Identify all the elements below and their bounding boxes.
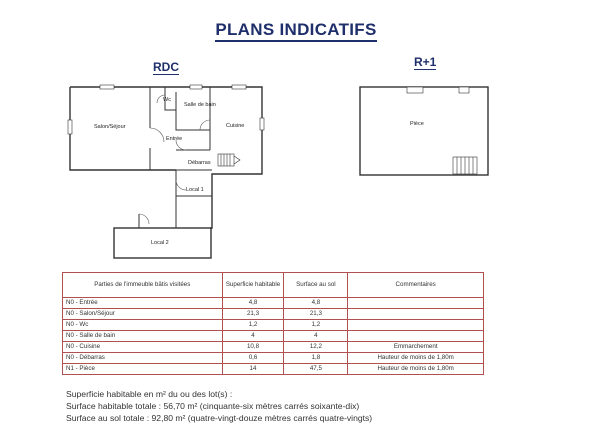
room-label-sdb: Salle de bain [184,102,216,108]
table-cell: 4,8 [284,298,348,309]
room-label-entree: Entrée [166,136,183,142]
room-label-local2: Local 2 [151,240,169,246]
summary-heading: Superficie habitable en m² du ou des lot(s) : [66,389,233,399]
table-cell [348,309,484,320]
page-title: PLANS INDICATIFS [0,20,592,40]
table-cell: 21,3 [284,309,348,320]
room-label-piece: Pièce [410,121,424,127]
floor-label-r1: R+1 [414,55,437,69]
table-cell: Hauteur de moins de 1,80m [348,364,484,375]
table-row [63,309,484,320]
table-cell: N0 - Entrée [63,298,223,309]
table-row [63,331,484,342]
rdc-stairs [218,154,240,166]
room-label-cuisine: Cuisine [226,123,245,129]
table-header: Surface au sol [284,273,348,298]
table-row [63,298,484,309]
table-cell: 47,5 [284,364,348,375]
room-label-wc: Wc [163,97,171,103]
room-label-debarras: Débarras [188,160,211,166]
table-cell: N0 - Débarras [63,353,223,364]
table-cell [348,320,484,331]
table-cell [348,298,484,309]
table-cell: Hauteur de moins de 1,80m [348,353,484,364]
table-cell: 14 [222,364,284,375]
rooms-table [62,272,484,375]
table-cell: 4 [222,331,284,342]
table-cell: 12,2 [284,342,348,353]
table-header: Parties de l'immeuble bâtis visitées [63,273,223,298]
table-cell: N0 - Wc [63,320,223,331]
table-header-row [63,273,484,298]
room-label-salon: Salon/Séjour [94,124,126,130]
summary-habitable: Surface habitable totale : 56,70 m² (cinquante-six mètres carrés soixante-dix) [66,401,360,411]
table-row [63,353,484,364]
floor-label-rdc: RDC [153,60,179,74]
table-cell: 1,2 [284,320,348,331]
table-header: Superficie habitable [222,273,284,298]
r1-stairs [453,157,477,174]
table-row [63,320,484,331]
table-cell: 21,3 [222,309,284,320]
table-cell: 1,8 [284,353,348,364]
table-row [63,342,484,353]
table-cell: N0 - Cuisine [63,342,223,353]
table-cell: N0 - Salle de bain [63,331,223,342]
room-label-local1: Local 1 [186,187,204,193]
table-cell [348,331,484,342]
summary-sol: Surface au sol totale : 92,80 m² (quatre-vingt-douze mètres carrés quatre-vingts) [66,413,373,423]
table-cell: Emmarchement [348,342,484,353]
table-cell: 4,8 [222,298,284,309]
table-cell: N0 - Salon/Séjour [63,309,223,320]
surface-summary [66,388,372,424]
rdc-outer-wall [70,87,262,228]
table-header: Commentaires [348,273,484,298]
table-cell: N1 - Pièce [63,364,223,375]
table-cell: 10,8 [222,342,284,353]
table-cell: 0,6 [222,353,284,364]
table-row [63,364,484,375]
table-cell: 1,2 [222,320,284,331]
table-cell: 4 [284,331,348,342]
